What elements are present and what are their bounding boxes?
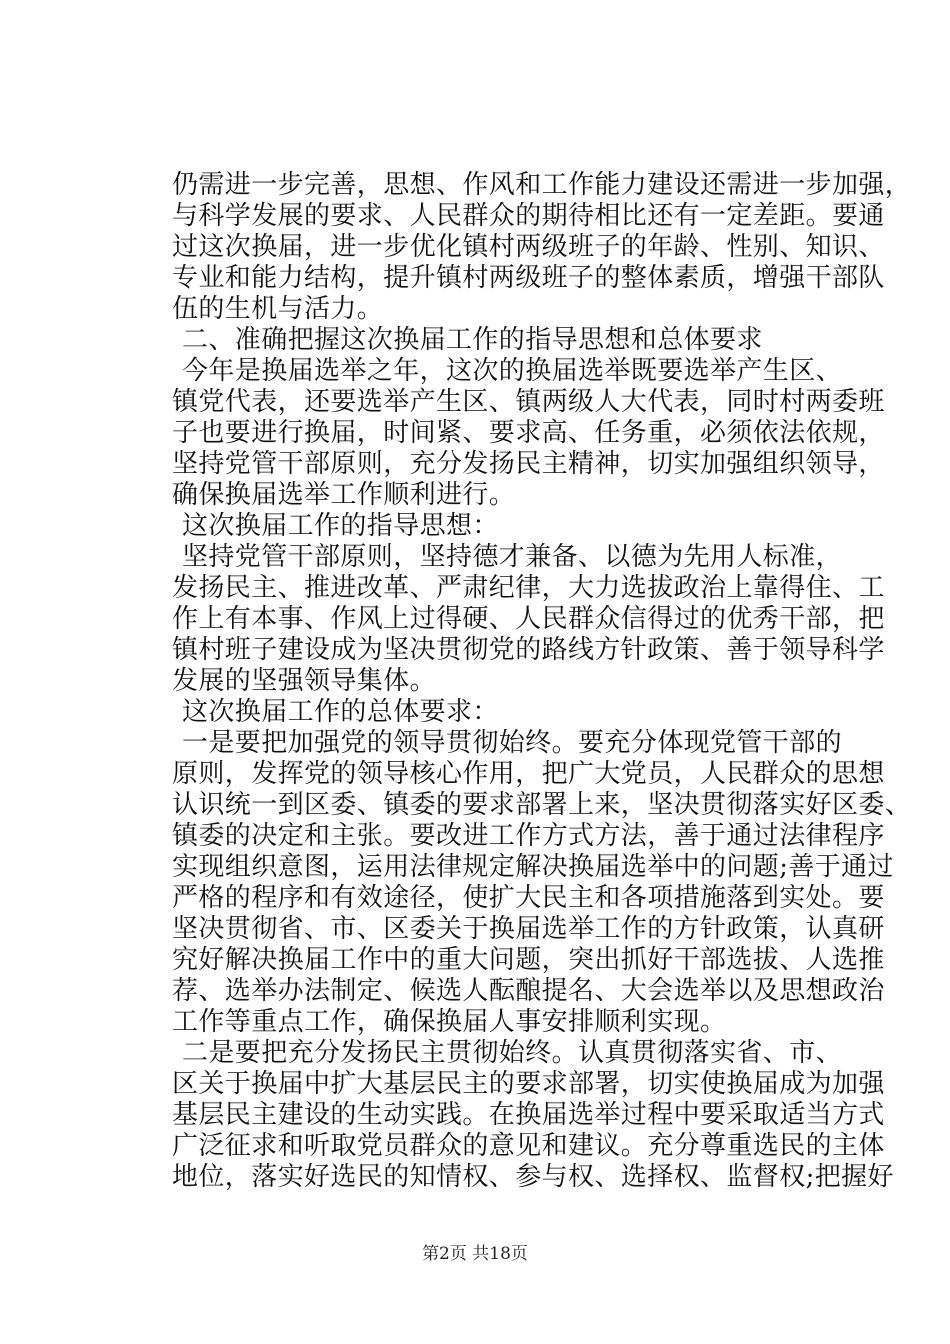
page-number-label: 第2页 共18页 (422, 1244, 528, 1264)
page-footer (0, 1242, 950, 1266)
text-line: 作上有本事、作风上过得硬、人民群众信得过的优秀干部，把 (172, 604, 885, 634)
text-line: 区关于换届中扩大基层民主的要求部署，切实使换届成为加强 (172, 1069, 885, 1099)
text-line: 原则，发挥党的领导核心作用，把广大党员，人民群众的思想 (172, 759, 885, 789)
text-line: 一是要把加强党的领导贯彻始终。要充分体现党管干部的 (182, 728, 843, 758)
text-line: 二是要把充分发扬民主贯彻始终。认真贯彻落实省、市、 (182, 1038, 843, 1068)
subheading: 这次换届工作的总体要求： (182, 697, 499, 727)
text-line: 坚持党管干部原则，坚持德才兼备、以德为先用人标准， (182, 542, 843, 572)
text-line: 与科学发展的要求、人民群众的期待相比还有一定差距。要通 (172, 201, 885, 231)
text-line: 确保换届选举工作顺利进行。 (172, 480, 516, 510)
text-line: 伍的生机与活力。 (172, 294, 384, 324)
text-line: 严格的程序和有效途径，使扩大民主和各项措施落到实处。要 (172, 883, 885, 913)
text-line: 镇党代表，还要选举产生区、镇两级人大代表，同时村两委班 (172, 387, 885, 417)
text-line: 镇委的决定和主张。要改进工作方式方法，善于通过法律程序 (172, 821, 885, 851)
text-line: 基层民主建设的生动实践。在换届选举过程中要采取适当方式 (172, 1100, 885, 1130)
text-line: 子也要进行换届，时间紧、要求高、任务重，必须依法依规， (172, 418, 885, 448)
text-line: 发展的坚强领导集体。 (172, 666, 437, 696)
text-line: 坚持党管干部原则，充分发扬民主精神，切实加强组织领导， (172, 449, 885, 479)
text-line: 过这次换届，进一步优化镇村两级班子的年龄、性别、知识、 (172, 232, 885, 262)
text-line: 地位，落实好选民的知情权、参与权、选择权、监督权;把握好 (172, 1162, 894, 1192)
text-line: 工作等重点工作，确保换届人事安排顺利实现。 (172, 1007, 727, 1037)
text-line: 专业和能力结构，提升镇村两级班子的整体素质，增强干部队 (172, 263, 885, 293)
subheading: 这次换届工作的指导思想： (182, 511, 499, 541)
text-line: 广泛征求和听取党员群众的意见和建议。充分尊重选民的主体 (172, 1131, 885, 1161)
text-line: 实现组织意图，运用法律规定解决换届选举中的问题;善于通过 (172, 852, 894, 882)
text-line: 坚决贯彻省、市、区委关于换届选举工作的方针政策，认真研 (172, 914, 885, 944)
text-line: 认识统一到区委、镇委的要求部署上来，坚决贯彻落实好区委、 (172, 790, 912, 820)
text-line: 究好解决换届工作中的重大问题，突出抓好干部选拔、人选推 (172, 945, 885, 975)
text-line: 仍需进一步完善，思想、作风和工作能力建设还需进一步加强， (172, 170, 912, 200)
section-heading: 二、准确把握这次换届工作的指导思想和总体要求 (182, 325, 763, 355)
text-line: 荐、选举办法制定、候选人酝酿提名、大会选举以及思想政治 (172, 976, 885, 1006)
text-line: 镇村班子建设成为坚决贯彻党的路线方针政策、善于领导科学 (172, 635, 885, 665)
text-line: 发扬民主、推进改革、严肃纪律，大力选拔政治上靠得住、工 (172, 573, 885, 603)
text-line: 今年是换届选举之年，这次的换届选举既要选举产生区、 (182, 356, 843, 386)
